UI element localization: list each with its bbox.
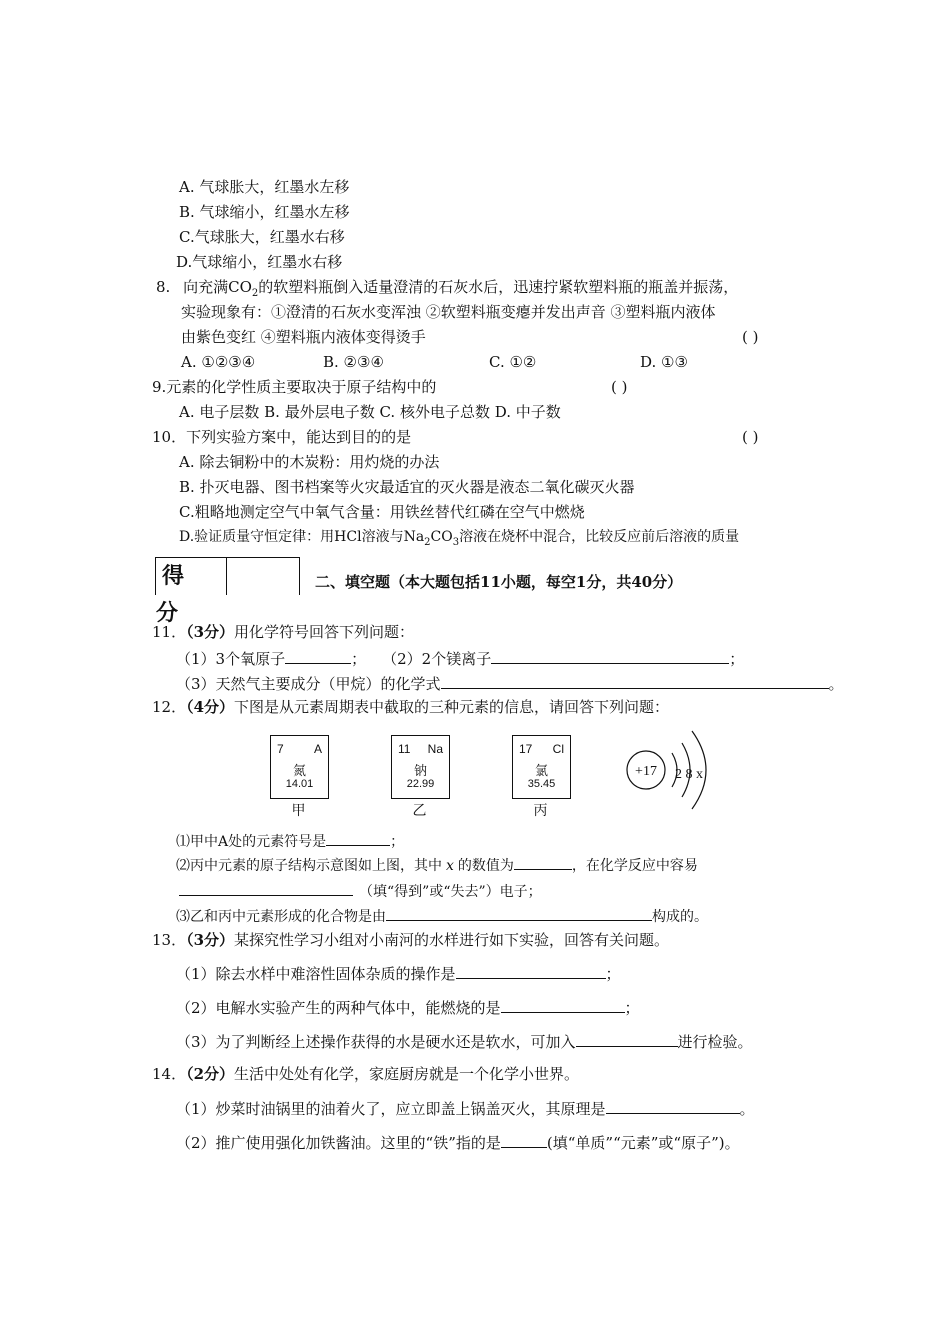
q11-stem (152, 622, 414, 642)
q12-sub2-hint: （填“得到”或“失去”）电子； (359, 884, 542, 900)
q8-text-a: 向充满CO (183, 278, 252, 296)
q14-points: （2分） (186, 1065, 235, 1083)
element-symbol: A (313, 742, 322, 756)
q10-d-text-3: 溶液在烧杯中混合，比较反应前后溶液的质量 (459, 529, 740, 545)
element-symbol: Cl (552, 742, 564, 756)
q12-blank1[interactable] (326, 829, 390, 846)
q12-sub2-tail: ，在化学反应中容易 (571, 858, 698, 874)
q13-part2 (176, 996, 640, 1018)
q13-blank3[interactable] (576, 1030, 678, 1047)
q13-part3 (176, 1030, 753, 1052)
element-name: 氮 (292, 763, 306, 778)
q11-sep1: ； (351, 650, 367, 668)
element-mass: 14.01 (285, 778, 314, 790)
q13-stem (152, 930, 669, 950)
q11-part1: （1）3个氧原子 (176, 650, 286, 668)
q12-number: 12． (152, 698, 187, 716)
q13-part1-text: （1）除去水样中难溶性固体杂质的操作是 (176, 965, 456, 983)
q12-sub1-end: ； (390, 834, 405, 850)
q9-options: A. 电子层数 B. 最外层电子数 C. 核外电子总数 D. 中子数 (179, 403, 561, 421)
q10-option-d (179, 527, 739, 547)
element-mass: 22.99 (406, 778, 435, 790)
q11-line1 (176, 647, 744, 669)
q7-option-c: C.气球胀大，红墨水右移 (179, 228, 345, 246)
q12-blank2[interactable] (514, 853, 572, 870)
q11-part2: （2）2个镁离子 (382, 650, 492, 668)
score-label: 得 分 (156, 558, 227, 595)
q11-number: 11． (152, 623, 187, 641)
q14-part2-end: (填“单质”“元素”或“原子”)。 (546, 1134, 740, 1152)
q11-blank2[interactable] (491, 647, 729, 664)
q8-text-b: 的软塑料瓶倒入适量澄清的石灰水后，迅速拧紧软塑料瓶的瓶盖并振荡， (258, 278, 739, 296)
q11-part3: （3）天然气主要成分（甲烷）的化学式 (176, 675, 441, 693)
q10-stem: 10．下列实验方案中，能达到目的的是 (152, 428, 412, 446)
q12-sub2-text: ⑵丙中元素的原子结构示意图如上图，其中 (176, 858, 442, 874)
q13-stem-text: 某探究性学习小组对小南河的水样进行如下实验，回答有关问题。 (234, 931, 670, 949)
q12-sub3-text: ⑶乙和丙中元素形成的化合物是由 (176, 909, 386, 925)
q12-blank3[interactable] (179, 879, 353, 896)
q8-option-c: C. ①② (489, 353, 537, 371)
q8-option-a: A. ①②③④ (181, 353, 256, 371)
q10-d-sub-1: 2 (424, 536, 431, 548)
q13-part1-end: ； (605, 965, 621, 983)
q11-stem-text: 用化学符号回答下列问题： (234, 623, 415, 641)
element-caption: 丙 (533, 803, 548, 819)
element-name: 氯 (534, 763, 548, 778)
q10-option-a: A. 除去铜粉中的木炭粉：用灼烧的办法 (179, 453, 440, 471)
score-box (155, 557, 300, 626)
q8-number: 8. (156, 278, 171, 296)
q12-stem-text: 下图是从元素周期表中截取的三种元素的信息，请回答下列问题： (234, 698, 670, 716)
q11-points: （3分） (186, 623, 235, 641)
q11-blank3[interactable] (441, 672, 829, 689)
element-mass: 35.45 (527, 778, 556, 790)
q13-part2-text: （2）电解水实验产生的两种气体中，能燃烧的是 (176, 999, 501, 1017)
element-number: 11 (398, 742, 411, 756)
q10-d-text-1: D.验证质量守恒定律：用HCl溶液与Na (179, 529, 425, 545)
q8-option-d: D. ①③ (640, 353, 688, 371)
q12-points: （4分） (186, 698, 235, 716)
element-card-chlorine (512, 735, 571, 799)
element-card-nitrogen (270, 735, 329, 799)
q12-sub2 (176, 853, 698, 876)
element-caption: 甲 (291, 803, 306, 819)
element-card-sodium (391, 735, 450, 799)
q12-sub1 (176, 829, 404, 852)
q8-stem-line1 (156, 277, 738, 297)
q12-sub1-text: ⑴甲中A处的元素符号是 (176, 834, 327, 850)
q10-d-text-2: CO (430, 529, 453, 545)
q9-answer-paren: ( ) (611, 378, 628, 396)
q14-part1-end: 。 (739, 1100, 755, 1118)
shell-electrons: 2 8 x (675, 767, 703, 782)
element-name: 钠 (413, 763, 427, 778)
q13-blank1[interactable] (456, 962, 606, 979)
q14-stem-text: 生活中处处有化学，家庭厨房就是一个化学小世界。 (234, 1065, 580, 1083)
q14-part1 (176, 1097, 755, 1119)
q8-subscript: 2 (251, 288, 259, 299)
q14-part1-text: （1）炒菜时油锅里的油着火了，应立即盖上锅盖灭火，其原理是 (176, 1100, 606, 1118)
q11-sep2: ； (729, 650, 745, 668)
q12-x-variable: x (446, 858, 454, 874)
q13-blank2[interactable] (501, 996, 625, 1013)
element-symbol: Na (427, 742, 443, 756)
q8-option-b: B. ②③④ (323, 353, 384, 371)
q14-part2 (176, 1131, 740, 1153)
q10-option-b: B. 扑灭电器、图书档案等火灾最适宜的灭火器是液态二氧化碳灭火器 (179, 478, 635, 496)
q8-answer-paren: ( ) (742, 328, 759, 346)
q10-option-c: C.粗略地测定空气中氧气含量：用铁丝替代红磷在空气中燃烧 (179, 503, 585, 521)
q14-blank1[interactable] (606, 1097, 740, 1114)
q10-answer-paren: ( ) (742, 428, 759, 446)
q12-blank4[interactable] (386, 904, 652, 921)
q12-sub2-cont (179, 879, 542, 902)
q7-option-a: A. 气球胀大，红墨水左移 (179, 178, 350, 196)
q7-option-d: D.气球缩小，红墨水右移 (176, 253, 343, 271)
q8-stem-line3: 由紫色变红 ④塑料瓶内液体变得烫手 (181, 328, 426, 346)
q14-stem (152, 1064, 579, 1084)
q13-part3-text: （3）为了判断经上述操作获得的水是硬水还是软水，可加入 (176, 1033, 576, 1051)
q13-part1 (176, 962, 621, 984)
q13-points: （3分） (186, 931, 235, 949)
q11-blank1[interactable] (285, 647, 351, 664)
q14-part2-text: （2）推广使用强化加铁酱油。这里的“铁”指的是 (176, 1134, 501, 1152)
q13-number: 13． (152, 931, 187, 949)
element-caption: 乙 (412, 803, 427, 819)
q11-line3 (176, 672, 844, 694)
section-title: 二、填空题（本大题包括11小题，每空1分，共40分） (315, 573, 683, 591)
q13-part3-end: 进行检验。 (677, 1033, 753, 1051)
element-number: 17 (519, 742, 533, 756)
nucleus-charge: +17 (635, 764, 657, 779)
q8-stem-line2: 实验现象有：①澄清的石灰水变浑浊 ②软塑料瓶变瘪并发出声音 ③塑料瓶内液体 (181, 303, 716, 321)
q12-sub3 (176, 904, 708, 927)
q12-sub3-end: 构成的。 (652, 909, 708, 925)
q14-number: 14． (152, 1065, 187, 1083)
q12-sub2-value: 的数值为 (457, 858, 514, 874)
atom-structure-diagram (620, 725, 730, 825)
q12-stem (152, 697, 669, 717)
q10-d-sub-2: 3 (452, 536, 460, 548)
q7-option-b: B. 气球缩小，红墨水左移 (179, 203, 350, 221)
q11-end3: 。 (828, 675, 844, 693)
element-number: 7 (277, 742, 284, 756)
q14-blank2[interactable] (501, 1131, 547, 1148)
q9-stem: 9.元素的化学性质主要取决于原子结构中的 (152, 378, 437, 396)
q13-part2-end: ； (624, 999, 640, 1017)
